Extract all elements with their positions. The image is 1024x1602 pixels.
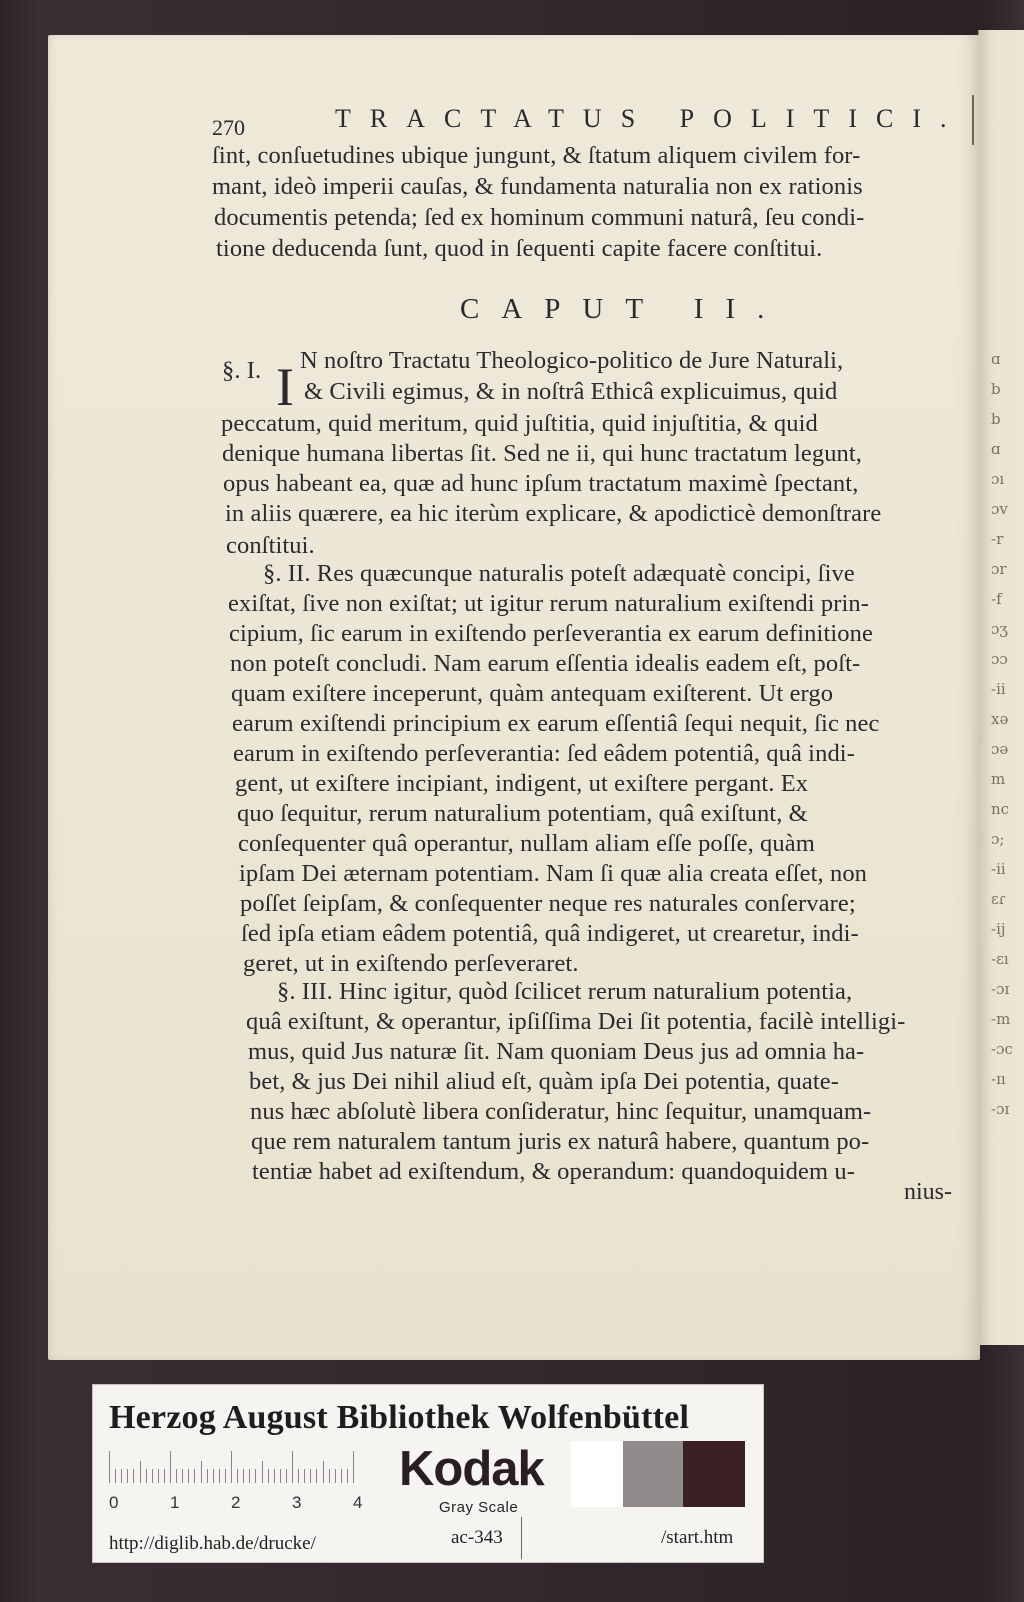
facing-page-fragment: -m xyxy=(991,1010,1011,1028)
text-line: documentis petenda; ſed ex hominum communi naturâ, ſeu condi- xyxy=(214,204,865,231)
text-line: ſint, conſuetudines ubique jungunt, & ſtatum aliquem civilem for- xyxy=(212,142,861,169)
ruler-label: 0 xyxy=(109,1493,119,1512)
text-line: in aliis quærere, ea hic iterùm explicare, & apodicticè demonſtrare xyxy=(225,500,882,527)
facing-page-fragment: -ɪı xyxy=(991,1070,1006,1088)
text-line: §. II. Res quæcunque naturalis poteſt adæquatè concipi, ſive xyxy=(263,560,855,587)
text-line: conſtitui. xyxy=(226,532,315,559)
ruler-tick xyxy=(207,1469,208,1483)
ruler-tick xyxy=(341,1469,342,1483)
facing-page-fragment: m xyxy=(991,770,1006,788)
ruler-tick xyxy=(335,1469,336,1483)
white-swatch xyxy=(571,1441,623,1507)
facing-page-fragment: -ɔɪ xyxy=(991,980,1010,998)
facing-page-fragment: b xyxy=(991,380,1001,398)
text-line: bet, & jus Dei nihil aliud eſt, quàm ipſa Dei potentia, quate- xyxy=(249,1068,839,1095)
text-line: nus hæc abſolutè libera conſideratur, hinc ſequitur, unamquam- xyxy=(250,1098,872,1125)
facing-page-fragment: -f xyxy=(991,590,1002,608)
ruler-tick xyxy=(316,1469,317,1483)
page-number: 270 xyxy=(212,115,245,140)
item-code: ac-343 xyxy=(451,1527,503,1548)
ruler-tick xyxy=(127,1469,128,1483)
kodak-logo: Kodak xyxy=(399,1442,544,1496)
facing-page-fragment: ɔı xyxy=(991,470,1005,488)
ruler-tick xyxy=(243,1469,244,1483)
ruler-tick xyxy=(280,1469,281,1483)
ruler-tick xyxy=(146,1469,147,1483)
ruler-tick xyxy=(237,1469,238,1483)
facing-page-fragment: -ɔc xyxy=(991,1040,1013,1058)
section-mark: §. I. xyxy=(222,357,262,384)
ruler-tick xyxy=(188,1469,189,1483)
ruler-tick xyxy=(329,1469,330,1483)
facing-page-fragment: ɔɔ xyxy=(991,650,1008,668)
ruler-tick xyxy=(310,1469,311,1483)
text-line: peccatum, quid meritum, quid juſtitia, quid injuſtitia, & quid xyxy=(221,410,818,437)
ruler-tick xyxy=(274,1469,275,1483)
facing-page-fragment: -ij xyxy=(991,920,1006,938)
text-line: non poteſt concludi. Nam earum eſſentia idealis eadem eſt, poſt- xyxy=(230,650,861,677)
facing-page-fragment: -ii xyxy=(991,680,1006,698)
ruler-tick xyxy=(164,1469,165,1483)
text-line: earum in exiſtendo perſeverantia: ſed eâdem potentiâ, quâ indi- xyxy=(233,740,855,767)
facing-page-fragment: -ɔɪ xyxy=(991,1100,1010,1118)
ruler-tick xyxy=(158,1469,159,1483)
ruler-tick xyxy=(323,1461,324,1483)
drop-cap: I xyxy=(276,357,294,417)
color-calibration-bar xyxy=(92,1384,764,1563)
ruler-tick xyxy=(353,1451,354,1483)
ruler-tick xyxy=(152,1469,153,1483)
ruler-tick xyxy=(225,1469,226,1483)
ruler-tick xyxy=(255,1469,256,1483)
ruler-tick xyxy=(219,1469,220,1483)
ruler-tick xyxy=(286,1469,287,1483)
text-line: quâ exiſtunt, & operantur, ipſiſſima Dei ſit potentia, facilè intelligi- xyxy=(246,1008,906,1035)
text-line: tentiæ habet ad exiſtendum, & operandum: quandoquidem u- xyxy=(252,1158,855,1185)
ruler-tick xyxy=(201,1461,202,1483)
text-line: exiſtat, ſive non exiſtat; ut igitur rerum naturalium exiſtendi prin- xyxy=(228,590,870,617)
scale-ruler xyxy=(109,1451,359,1483)
gutter-mark xyxy=(972,95,974,145)
chapter-heading: CAPUT II. xyxy=(460,293,787,325)
text-line: gent, ut exiſtere incipiant, indigent, ut exiſtere pergant. Ex xyxy=(235,770,809,797)
ruler-tick xyxy=(109,1451,110,1483)
ruler-label: 4 xyxy=(353,1493,363,1512)
facing-page-fragment: ɔʒ xyxy=(991,620,1008,638)
ruler-tick xyxy=(268,1469,269,1483)
url-left: http://diglib.hab.de/drucke/ xyxy=(109,1533,316,1554)
text-line: ipſam Dei æternam potentiam. Nam ſi quæ alia creata eſſet, non xyxy=(239,860,868,887)
ruler-tick xyxy=(292,1451,293,1483)
facing-page-fragment: -r xyxy=(991,530,1004,548)
ruler-tick xyxy=(194,1469,195,1483)
ruler-tick xyxy=(298,1469,299,1483)
ruler-tick xyxy=(176,1469,177,1483)
facing-page-fragment: xǝ xyxy=(991,710,1009,728)
catchword: nius- xyxy=(904,1179,952,1205)
ruler-tick xyxy=(249,1469,250,1483)
text-line: que rem naturalem tantum juris ex naturâ habere, quantum po- xyxy=(251,1128,870,1155)
ruler-tick xyxy=(170,1451,171,1483)
running-head: TRACTATUS POLITICI. xyxy=(335,104,966,133)
facing-page-fragment: -ɛı xyxy=(991,950,1009,968)
ruler-tick xyxy=(347,1469,348,1483)
facing-page-edge xyxy=(978,30,1024,1345)
text-line: mus, quid Jus naturæ ſit. Nam quoniam Deus jus ad omnia ha- xyxy=(248,1038,865,1065)
text-line: denique humana libertas ſit. Sed ne ii, qui hunc tractatum legunt, xyxy=(222,440,863,467)
ruler-tick xyxy=(213,1469,214,1483)
text-line: conſequenter quâ operantur, nullam aliam eſſe poſſe, quàm xyxy=(238,830,815,857)
facing-page-fragment: ɔv xyxy=(991,500,1008,518)
text-line: ſed ipſa etiam eâdem potentiâ, quâ indigeret, ut crearetur, indi- xyxy=(241,920,859,947)
text-line: cipium, ſic earum in exiſtendo perſeverantia ex earum definitione xyxy=(229,620,873,647)
text-line: earum exiſtendi principium ex earum eſſentiâ ſequi nequit, ſic nec xyxy=(232,710,880,737)
facing-page-fragment: ɑ xyxy=(991,440,1001,458)
ruler-tick xyxy=(304,1469,305,1483)
text-line: tione deducenda ſunt, quod in ſequenti capite facere conſtitui. xyxy=(216,235,823,262)
ruler-label: 1 xyxy=(170,1493,180,1512)
text-line: & Civili egimus, & in noſtrâ Ethicâ explicuimus, quid xyxy=(304,378,838,405)
facing-page-fragment: b xyxy=(991,410,1001,428)
ruler-tick xyxy=(231,1451,232,1483)
facing-page-fragment: nc xyxy=(991,800,1010,818)
text-line: §. III. Hinc igitur, quòd ſcilicet rerum naturalium potentia, xyxy=(277,978,853,1005)
ruler-tick xyxy=(182,1469,183,1483)
code-divider xyxy=(521,1517,522,1559)
text-line: opus habeant ea, quæ ad hunc ipſum tractatum maximè ſpectant, xyxy=(223,470,859,497)
library-name: Herzog August Bibliothek Wolfenbüttel xyxy=(109,1399,690,1436)
gray-scale-label: Gray Scale xyxy=(439,1499,519,1516)
facing-page-fragment: ɑ xyxy=(991,350,1001,368)
facing-page-fragment: ɔ; xyxy=(991,830,1005,848)
dark-swatch xyxy=(683,1441,745,1507)
text-line: quam exiſtere inceperunt, quàm antequam exiſterent. Ut ergo xyxy=(231,680,834,707)
ruler-tick xyxy=(121,1469,122,1483)
text-line: poſſet ſeipſam, & conſequenter neque res naturales conſervare; xyxy=(240,890,856,917)
facing-page-fragment: ɔǝ xyxy=(991,740,1009,758)
text-line: N noſtro Tractatu Theologico-politico de Jure Naturali, xyxy=(300,347,844,374)
text-line: quo ſequitur, rerum naturalium potentiam, quâ exiſtunt, & xyxy=(237,800,808,827)
text-line: geret, ut in exiſtendo perſeveraret. xyxy=(243,950,579,977)
ruler-tick xyxy=(262,1461,263,1483)
facing-page-fragment: ɔr xyxy=(991,560,1007,578)
ruler-label: 3 xyxy=(292,1493,302,1512)
text-line: mant, ideò imperii cauſas, & fundamenta naturalia non ex rationis xyxy=(212,173,863,200)
url-right: /start.htm xyxy=(661,1527,734,1548)
ruler-tick xyxy=(133,1469,134,1483)
gray-swatch xyxy=(623,1441,683,1507)
ruler-tick xyxy=(115,1469,116,1483)
ruler-label: 2 xyxy=(231,1493,241,1512)
facing-page-fragment: ɛɾ xyxy=(991,890,1006,908)
ruler-tick xyxy=(140,1461,141,1483)
facing-page-fragment: -ii xyxy=(991,860,1006,878)
